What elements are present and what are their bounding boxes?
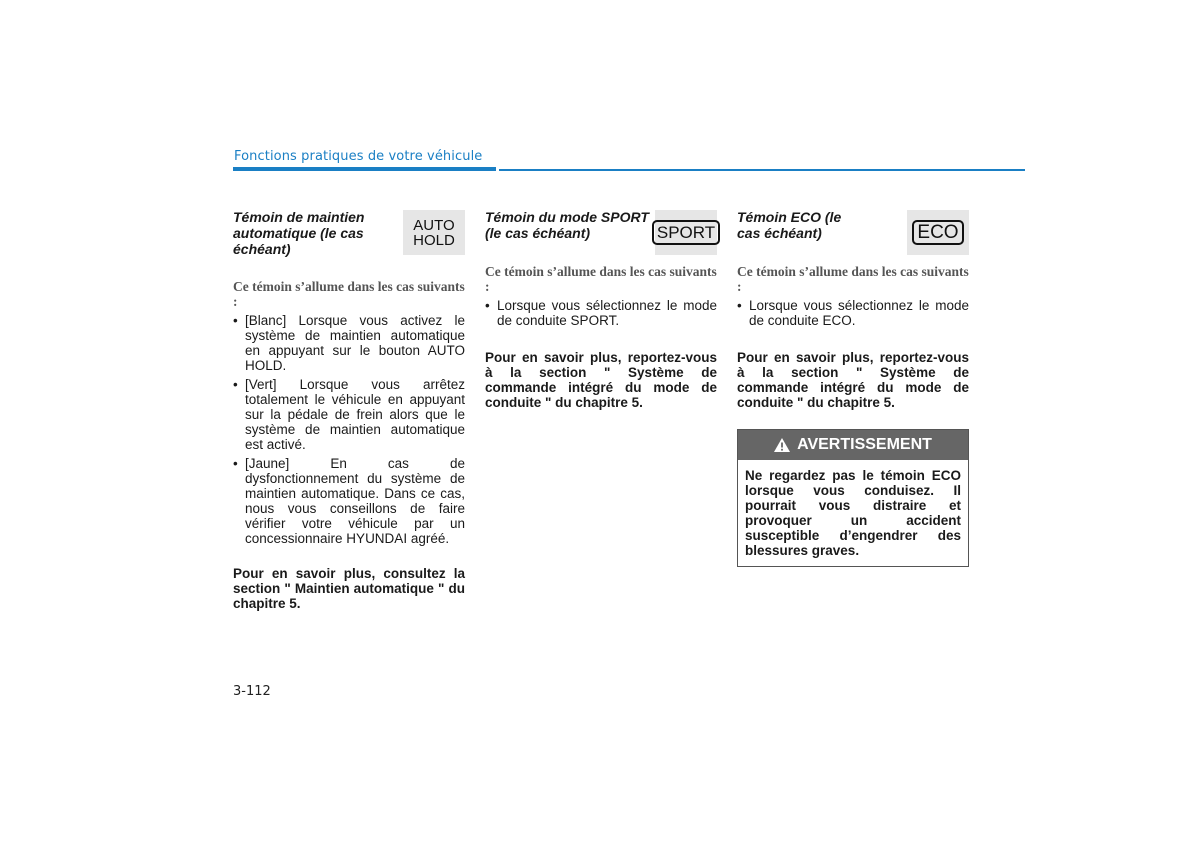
bullet-list [485,298,717,328]
header-bar-right [499,169,1025,171]
header-bar-left [233,167,496,171]
header-title: Fonctions pratiques de votre véhicule [234,149,483,164]
section-title: Témoin du mode SPORT (le cas échéant) [485,209,649,241]
page-number: 3-112 [233,684,271,699]
eco-mode-icon-label: ECO [912,220,963,245]
list-item: • [Blanc] Lorsque vous activez le système de maintien automatique en appuyant sur le bouton AUTO HOLD. [233,313,465,373]
auto-hold-icon-line2: HOLD [413,231,455,249]
bullet-list [737,298,969,328]
section-title: Témoin ECO (le cas échéant) [737,209,842,241]
more-info: Pour en savoir plus, reportez-vous à la section " Système de commande intégré du mode de conduite " du chapitre 5. [737,350,969,410]
warning-box [737,429,969,567]
warning-heading: AVERTISSEMENT [797,436,932,453]
auto-hold-icon-line1: AUTO [413,216,455,234]
eco-mode-icon [907,210,969,255]
section-intro: Ce témoin s’allume dans les cas suivants : [233,279,465,309]
warning-header [738,430,968,460]
list-item: • [Jaune] En cas de dysfonctionnement du système de maintien automatique. Dans ce cas, nous vous conseillons de faire vérifier votre véhicule par un concessionnaire HYUNDAI agréé. [233,456,465,546]
more-info: Pour en savoir plus, reportez-vous à la section " Système de commande intégré du mode de conduite " du chapitre 5. [485,350,717,410]
warning-triangle-icon [774,438,790,452]
more-info: Pour en savoir plus, consultez la section " Maintien automatique " du chapitre 5. [233,566,465,611]
list-item: • Lorsque vous sélectionnez le mode de conduite ECO. [737,298,969,328]
sport-mode-icon-label: SPORT [652,220,720,245]
section-intro: Ce témoin s’allume dans les cas suivants : [485,264,717,294]
auto-hold-icon [403,210,465,255]
list-item: • Lorsque vous sélectionnez le mode de conduite SPORT. [485,298,717,328]
warning-text: Ne regardez pas le témoin ECO lorsque vous conduisez. Il pourrait vous distraire et provoquer un accident susceptible d’engendrer des blessures graves. [745,468,961,558]
section-intro: Ce témoin s’allume dans les cas suivants : [737,264,969,294]
bullet-list [233,313,465,546]
section-auto-hold [233,207,465,611]
section-eco [737,207,969,567]
section-title: Témoin de maintien automatique (le cas échéant) [233,209,365,257]
sport-mode-icon [655,210,717,255]
section-sport [485,207,717,410]
list-item: • [Vert] Lorsque vous arrêtez totalement le véhicule en appuyant sur la pédale de frein alors que le système de maintien automatique est activé. [233,377,465,452]
